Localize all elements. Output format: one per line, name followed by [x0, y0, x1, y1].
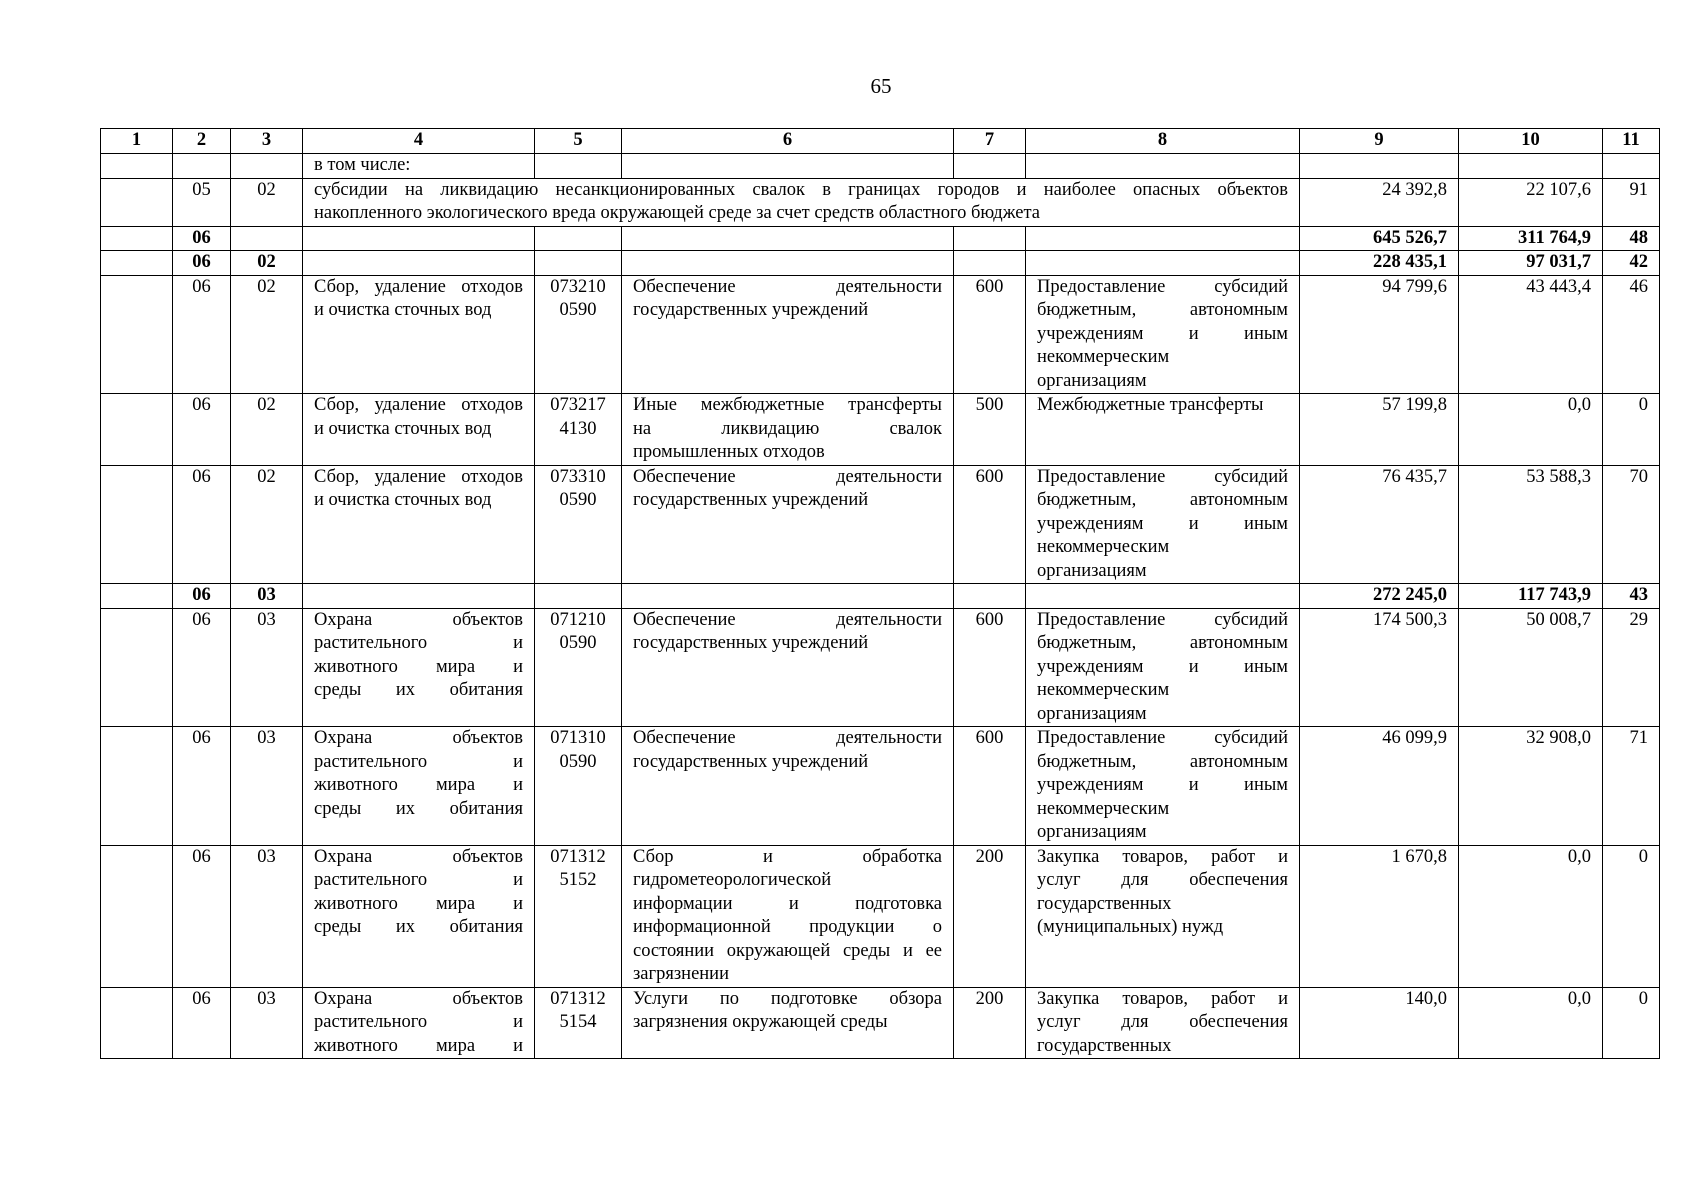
table-row — [101, 584, 1660, 609]
column-header: 3 — [231, 129, 303, 154]
column-header: 2 — [173, 129, 231, 154]
cell-subsection: 02 — [231, 465, 303, 584]
cell-empty — [1026, 584, 1300, 609]
cell-empty — [101, 154, 173, 179]
cell-percent: 0 — [1603, 845, 1660, 987]
cell-expense-description: Обеспечение деятельности государственных учреждений — [622, 465, 954, 584]
cell-fact: 32 908,0 — [1459, 727, 1603, 846]
cell-plan: 46 099,9 — [1300, 727, 1459, 846]
cell-expense-type: 500 — [954, 394, 1026, 466]
cell-expense-type-name: Межбюджетные трансферты — [1026, 394, 1300, 466]
cell-purpose: Охрана объектов растительного и животного мира и — [303, 987, 535, 1059]
cell-fact: 50 008,7 — [1459, 608, 1603, 727]
cell-purpose: Охрана объектов растительного и животного мира и среды их обитания — [303, 608, 535, 727]
column-header: 1 — [101, 129, 173, 154]
cell-target-code: 071312 5154 — [535, 987, 622, 1059]
cell-fact: 0,0 — [1459, 987, 1603, 1059]
cell-empty — [1026, 251, 1300, 276]
cell-fact: 53 588,3 — [1459, 465, 1603, 584]
cell-empty — [101, 727, 173, 846]
cell-percent: 46 — [1603, 275, 1660, 394]
cell-fact-total: 311 764,9 — [1459, 226, 1603, 251]
cell-empty — [303, 584, 535, 609]
cell-expense-description: Обеспечение деятельности государственных учреждений — [622, 727, 954, 846]
cell-expense-description: Обеспечение деятельности государственных учреждений — [622, 608, 954, 727]
column-header: 7 — [954, 129, 1026, 154]
cell-purpose: Сбор, удаление отходов и очистка сточных вод — [303, 275, 535, 394]
cell-expense-description: Сбор и обработка гидрометеорологической информации и подготовка информационной продукции о состоянии окружающей среды и ее загрязнении — [622, 845, 954, 987]
cell-expense-description: Иные межбюджетные трансферты на ликвидацию свалок промышленных отходов — [622, 394, 954, 466]
cell-fact-total: 97 031,7 — [1459, 251, 1603, 276]
table-row — [101, 608, 1660, 727]
table-row — [101, 251, 1660, 276]
cell-empty — [954, 154, 1026, 179]
table-row — [101, 727, 1660, 846]
page-number: 65 — [870, 74, 892, 98]
cell-empty — [535, 154, 622, 179]
table-row — [101, 845, 1660, 987]
cell-expense-type-name: Предоставление субсидий бюджетным, автономным учреждениям и иным некоммерческим организациям — [1026, 727, 1300, 846]
cell-empty — [1603, 154, 1660, 179]
cell-target-code: 073217 4130 — [535, 394, 622, 466]
cell-expense-type-name: Предоставление субсидий бюджетным, автономным учреждениям и иным некоммерческим организациям — [1026, 465, 1300, 584]
cell-percent-total: 48 — [1603, 226, 1660, 251]
cell-expense-type: 200 — [954, 987, 1026, 1059]
column-header: 5 — [535, 129, 622, 154]
column-header: 6 — [622, 129, 954, 154]
cell-fact-total: 117 743,9 — [1459, 584, 1603, 609]
cell-percent: 91 — [1603, 178, 1660, 226]
cell-empty — [954, 226, 1026, 251]
cell-empty — [101, 465, 173, 584]
cell-expense-description: Обеспечение деятельности государственных учреждений — [622, 275, 954, 394]
cell-empty — [622, 154, 954, 179]
budget-table — [100, 128, 1660, 1059]
table-row — [101, 394, 1660, 466]
cell-empty — [101, 608, 173, 727]
table-row — [101, 226, 1660, 251]
cell-plan: 76 435,7 — [1300, 465, 1459, 584]
cell-section: 05 — [173, 178, 231, 226]
cell-empty — [535, 584, 622, 609]
cell-subsection: 03 — [231, 845, 303, 987]
cell-subsection: 02 — [231, 275, 303, 394]
cell-empty — [954, 584, 1026, 609]
cell-empty — [1026, 226, 1300, 251]
cell-empty — [101, 251, 173, 276]
cell-target-code: 071210 0590 — [535, 608, 622, 727]
cell-plan-total: 645 526,7 — [1300, 226, 1459, 251]
cell-empty — [231, 154, 303, 179]
cell-subsection: 02 — [231, 251, 303, 276]
cell-percent: 0 — [1603, 987, 1660, 1059]
cell-plan: 140,0 — [1300, 987, 1459, 1059]
table-row — [101, 178, 1660, 226]
header-row — [101, 129, 1660, 154]
table-row — [101, 987, 1660, 1059]
cell-section: 06 — [173, 727, 231, 846]
table-row — [101, 275, 1660, 394]
cell-plan-total: 228 435,1 — [1300, 251, 1459, 276]
cell-section: 06 — [173, 394, 231, 466]
table-row — [101, 465, 1660, 584]
cell-section: 06 — [173, 845, 231, 987]
cell-empty — [1459, 154, 1603, 179]
cell-fact: 22 107,6 — [1459, 178, 1603, 226]
cell-target-code: 071312 5152 — [535, 845, 622, 987]
cell-empty — [303, 251, 535, 276]
cell-percent-total: 42 — [1603, 251, 1660, 276]
cell-description: субсидии на ликвидацию несанкционированных свалок в границах городов и наиболее опасных объектов накопленного экологического вреда окружающей среде за счет средств областного бюджета — [303, 178, 1300, 226]
cell-empty — [1300, 154, 1459, 179]
cell-subsection: 03 — [231, 608, 303, 727]
cell-purpose: Охрана объектов растительного и животного мира и среды их обитания — [303, 845, 535, 987]
cell-empty — [303, 226, 535, 251]
cell-empty — [622, 226, 954, 251]
cell-subsection: 02 — [231, 178, 303, 226]
cell-empty — [622, 584, 954, 609]
cell-expense-type-name: Предоставление субсидий бюджетным, автономным учреждениям и иным некоммерческим организациям — [1026, 275, 1300, 394]
cell-purpose: Охрана объектов растительного и животного мира и среды их обитания — [303, 727, 535, 846]
cell-subsection: 03 — [231, 584, 303, 609]
cell-plan: 1 670,8 — [1300, 845, 1459, 987]
cell-plan: 94 799,6 — [1300, 275, 1459, 394]
cell-empty — [535, 226, 622, 251]
cell-expense-type-name: Закупка товаров, работ и услуг для обеспечения государственных (муниципальных) нужд — [1026, 845, 1300, 987]
cell-subsection: 03 — [231, 727, 303, 846]
cell-target-code: 073210 0590 — [535, 275, 622, 394]
cell-expense-type: 600 — [954, 465, 1026, 584]
cell-purpose: Сбор, удаление отходов и очистка сточных вод — [303, 465, 535, 584]
cell-percent: 0 — [1603, 394, 1660, 466]
cell-empty — [101, 178, 173, 226]
cell-section: 06 — [173, 226, 231, 251]
cell-empty — [1026, 154, 1300, 179]
cell-expense-type: 600 — [954, 608, 1026, 727]
cell-empty — [101, 275, 173, 394]
cell-empty — [101, 845, 173, 987]
cell-subsection: 03 — [231, 987, 303, 1059]
cell-plan-total: 272 245,0 — [1300, 584, 1459, 609]
column-header: 4 — [303, 129, 535, 154]
cell-expense-type: 600 — [954, 275, 1026, 394]
cell-empty — [101, 394, 173, 466]
cell-empty — [622, 251, 954, 276]
cell-target-code: 071310 0590 — [535, 727, 622, 846]
cell-percent: 29 — [1603, 608, 1660, 727]
cell-percent: 71 — [1603, 727, 1660, 846]
cell-section: 06 — [173, 465, 231, 584]
table-row — [101, 154, 1660, 179]
cell-plan: 174 500,3 — [1300, 608, 1459, 727]
column-header: 11 — [1603, 129, 1660, 154]
cell-percent-total: 43 — [1603, 584, 1660, 609]
cell-fact: 0,0 — [1459, 845, 1603, 987]
cell-empty — [101, 226, 173, 251]
cell-fact: 43 443,4 — [1459, 275, 1603, 394]
cell-empty — [101, 584, 173, 609]
cell-expense-type: 600 — [954, 727, 1026, 846]
cell-section: 06 — [173, 275, 231, 394]
cell-subsection: 02 — [231, 394, 303, 466]
cell-purpose: Сбор, удаление отходов и очистка сточных вод — [303, 394, 535, 466]
cell-section: 06 — [173, 584, 231, 609]
cell-expense-type-name: Закупка товаров, работ и услуг для обеспечения государственных — [1026, 987, 1300, 1059]
column-header: 8 — [1026, 129, 1300, 154]
cell-section: 06 — [173, 251, 231, 276]
cell-percent: 70 — [1603, 465, 1660, 584]
cell-empty — [101, 987, 173, 1059]
cell-section: 06 — [173, 608, 231, 727]
cell-section: 06 — [173, 987, 231, 1059]
column-header: 10 — [1459, 129, 1603, 154]
cell-expense-description: Услуги по подготовке обзора загрязнения окружающей среды — [622, 987, 954, 1059]
cell-plan: 57 199,8 — [1300, 394, 1459, 466]
cell-target-code: 073310 0590 — [535, 465, 622, 584]
cell-empty — [535, 251, 622, 276]
cell-plan: 24 392,8 — [1300, 178, 1459, 226]
cell-expense-type: 200 — [954, 845, 1026, 987]
cell-empty — [954, 251, 1026, 276]
column-header: 9 — [1300, 129, 1459, 154]
cell-subsection — [231, 226, 303, 251]
cell-empty — [173, 154, 231, 179]
cell-expense-type-name: Предоставление субсидий бюджетным, автономным учреждениям и иным некоммерческим организациям — [1026, 608, 1300, 727]
cell-fact: 0,0 — [1459, 394, 1603, 466]
cell-note: в том числе: — [303, 154, 535, 179]
